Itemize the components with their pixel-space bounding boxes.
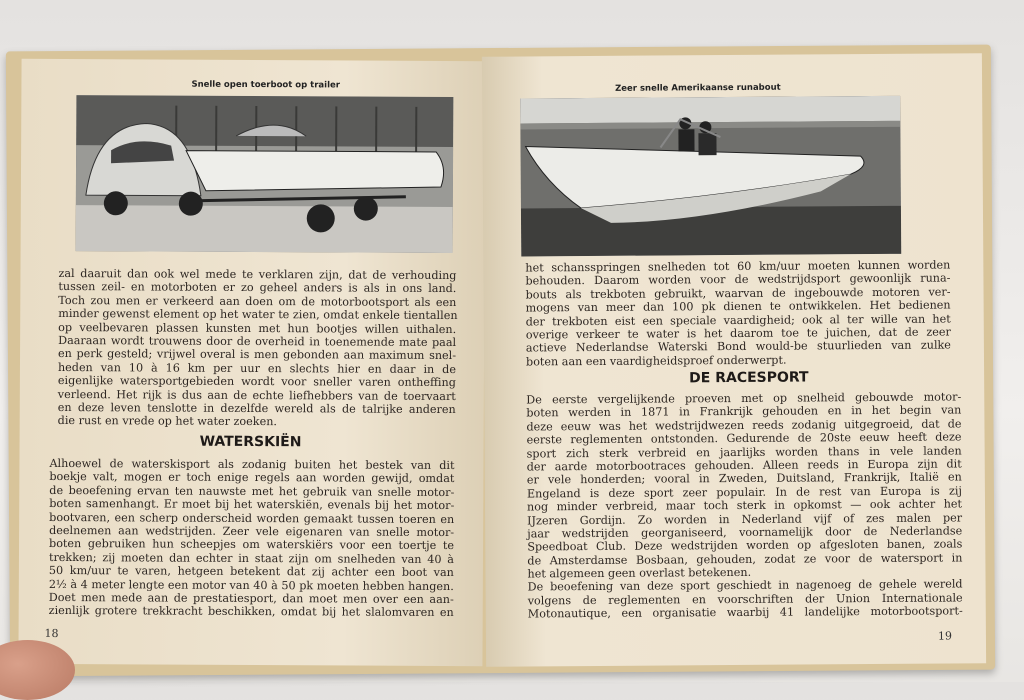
page-number: 19 [938, 629, 952, 642]
photo-runabout [520, 96, 901, 257]
body-text-paragraph-1: zal daaruit dan ook wel mede te verklaren zijn, dat de verhouding tussen zeil- en motorboten er zo geheel anders is als in ons land. Toch zou men er verkeerd aan doen om de motorbootsport als een minder gewenst element op het water te zien, omdat enkele tientallen op veelbevaren plassen kunsten met hun bootjes willen uithalen. Daaraan wordt trouwens door de overheid in toenemende mate paal en perk gesteld; vrijwel overal is men gebonden aan maximum snel- heden van 10 à 16 km per uur en slechts hier en daar in de eigenlijke watersportgebieden wordt voor sneller varen ontheffing verleend. Het rijk is dus aan de echte liefhebbers van de toervaart en deze leven tenslotte in dezelfde wereld als de talrijke anderen die rust en vrede op het water zoeken. [58, 267, 457, 430]
left-page [18, 59, 485, 666]
section-heading-waterskien: WATERSKIËN [200, 434, 302, 452]
body-text-paragraph-2: De eerste vergelijkende proeven met op snelheid gebouwde motor- boten werden in 1871 in Frankrijk gehouden en in het begin van deze eeuw was het wedstrijdwezen reeds zodanig uitgegroeid, dat de eerste reglementen ontstonden. Gedurende de 20ste eeuw heeft deze sport zich sterk verbreid en jaarlijks worden thans in vele landen der aarde motorbootraces gehouden. Alleen reeds in Europa zijn dit er vele honderden; vooral in Zweden, Duitsland, Frankrijk, Italië en Engeland is deze sport zeer populair. In de rest van Europa is zij nog minder verbreid, maar toch sterk in opkomst — ook achter het IJzeren Gordijn. Zo worden in Nederland vijf of zes malen per jaar wedstrijden georganiseerd, voornamelijk door de Nederlandse Speedboat Club. Deze wedstrijden worden op afgesloten banen, zoals de Amsterdamse Bosbaan, gehouden, zodat ze voor de watersport in het algemeen geen overlast betekenen. De beoefening van deze sport geschiedt in nagenoeg de gehele wereld volgens de reglementen en voorschriften der Union Internationale Motonautique, een organisatie waarbij 41 landelijke motorbootsport- [526, 390, 963, 621]
section-heading-racesport: DE RACESPORT [689, 369, 809, 387]
photo-caption: Snelle open toerboot op trailer [191, 80, 340, 91]
page-number: 18 [45, 627, 59, 640]
photo-caption: Zeer snelle Amerikaanse runabout [615, 83, 781, 94]
body-text-paragraph-1: het schansspringen snelheden tot 60 km/uur moeten kunnen worden behouden. Daarom worden voor de wedstrijdsport gewoonlijk runa- bouts als trekboten gebruikt, waarvan de ingebouwde motoren ver- mogens van meer dan 100 pk dienen te ontwikkelen. Het bedienen der trekboten eist een speciale vaardigheid; ook al ter wille van het overige verkeer te water is het daarom toe te juichen, dat de zeer actieve Nederlandse Waterski Bond would-be stuurlieden van zulke boten aan een vaardigheidsproef onderwerpt. [525, 258, 951, 368]
right-page [482, 53, 986, 666]
body-text-paragraph-2: Alhoewel de waterskisport als zodanig buiten het bestek van dit boekje valt, mogen er toch enige regels aan worden gewijd, omdat de beoefening ervan ten nauwste met het gebruik van snelle motor- boten samenhangt. Er moet bij het waterskiën, evenals bij het motor- bootvaren, een scherp onderscheid worden gemaakt tussen toeren en deelnemen aan wedstrijden. Zeer vele eigenaren van snelle motor- boten gebruiken hun scheepjes om waterskiërs voor een toertje te trekken; zij moeten dan echter in staat zijn om snelheden van 40 à 50 km/uur te varen, hetgeen betekent dat zij achter een boot van 2½ à 4 meter lengte een motor van 40 à 50 pk moeten hebben hangen. Doet men mede aan de prestatiesport, dan moet men over een aan- zienlijk grotere trekkracht beschikken, omdat bij het slalomvaren en [49, 457, 455, 620]
photo-boat-on-trailer [76, 95, 454, 253]
